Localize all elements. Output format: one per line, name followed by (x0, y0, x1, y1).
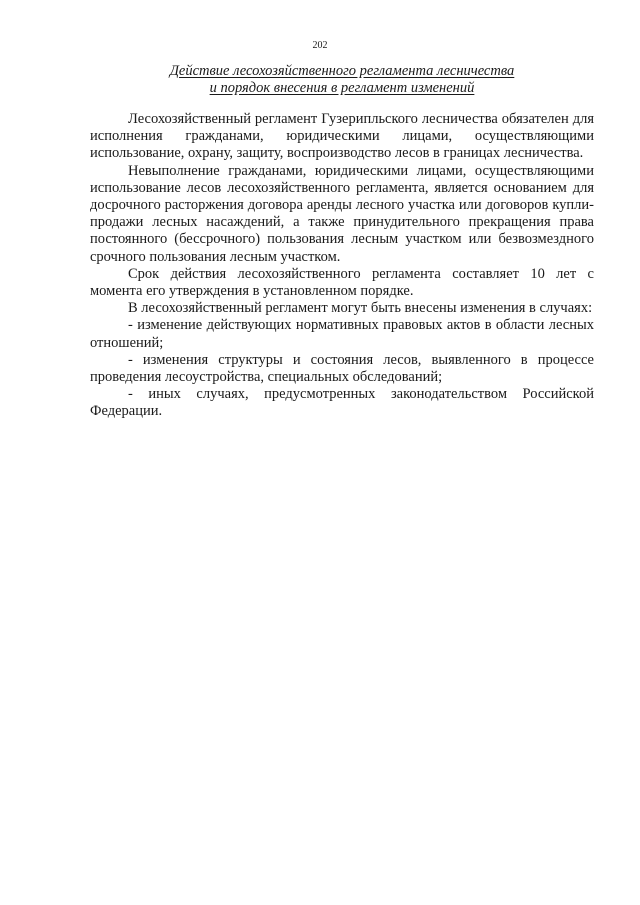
section-heading-line-2: и порядок внесения в регламент изменений (209, 80, 475, 96)
list-item-legal-acts: - изменение действующих нормативных правовых актов в области лесных отношений; (90, 317, 594, 351)
section-heading-line-1: Действие лесохозяйственного регламента лесничества (169, 63, 515, 79)
paragraph-amendments-intro: В лесохозяйственный регламент могут быть внесены изменения в случаях: (128, 300, 593, 317)
section-heading (90, 63, 594, 97)
paragraph-obligation: Лесохозяйственный регламент Гузерипльского лесничества обязателен для исполнения гражданами, юридическими лицами, осуществляющими использование, охрану, защиту, воспроизводство лесов в границах лесничества. (90, 111, 594, 162)
paragraph-validity-period: Срок действия лесохозяйственного регламента составляет 10 лет с момента его утверждения в установленном порядке. (90, 265, 594, 300)
page-number: 202 (312, 40, 328, 51)
paragraph-non-compliance: Невыполнение гражданами, юридическими лицами, осуществляющими использование лесов лесохозяйственного регламента, является основанием для досрочного расторжения договора аренды лесного участка или договоров купли-продажи лесных насаждений, а также принудительного прекращения права постоянного (бессрочного) пользования лесным участком или безвозмездного срочного пользования лесным участком. (90, 162, 594, 265)
body-text (90, 111, 594, 421)
list-item-other-cases: - иных случаях, предусмотренных законодательством Российской Федерации. (90, 386, 594, 420)
list-item-forest-structure: - изменения структуры и состояния лесов, выявленного в процессе проведения лесоустройства, специальных обследований; (90, 351, 594, 386)
